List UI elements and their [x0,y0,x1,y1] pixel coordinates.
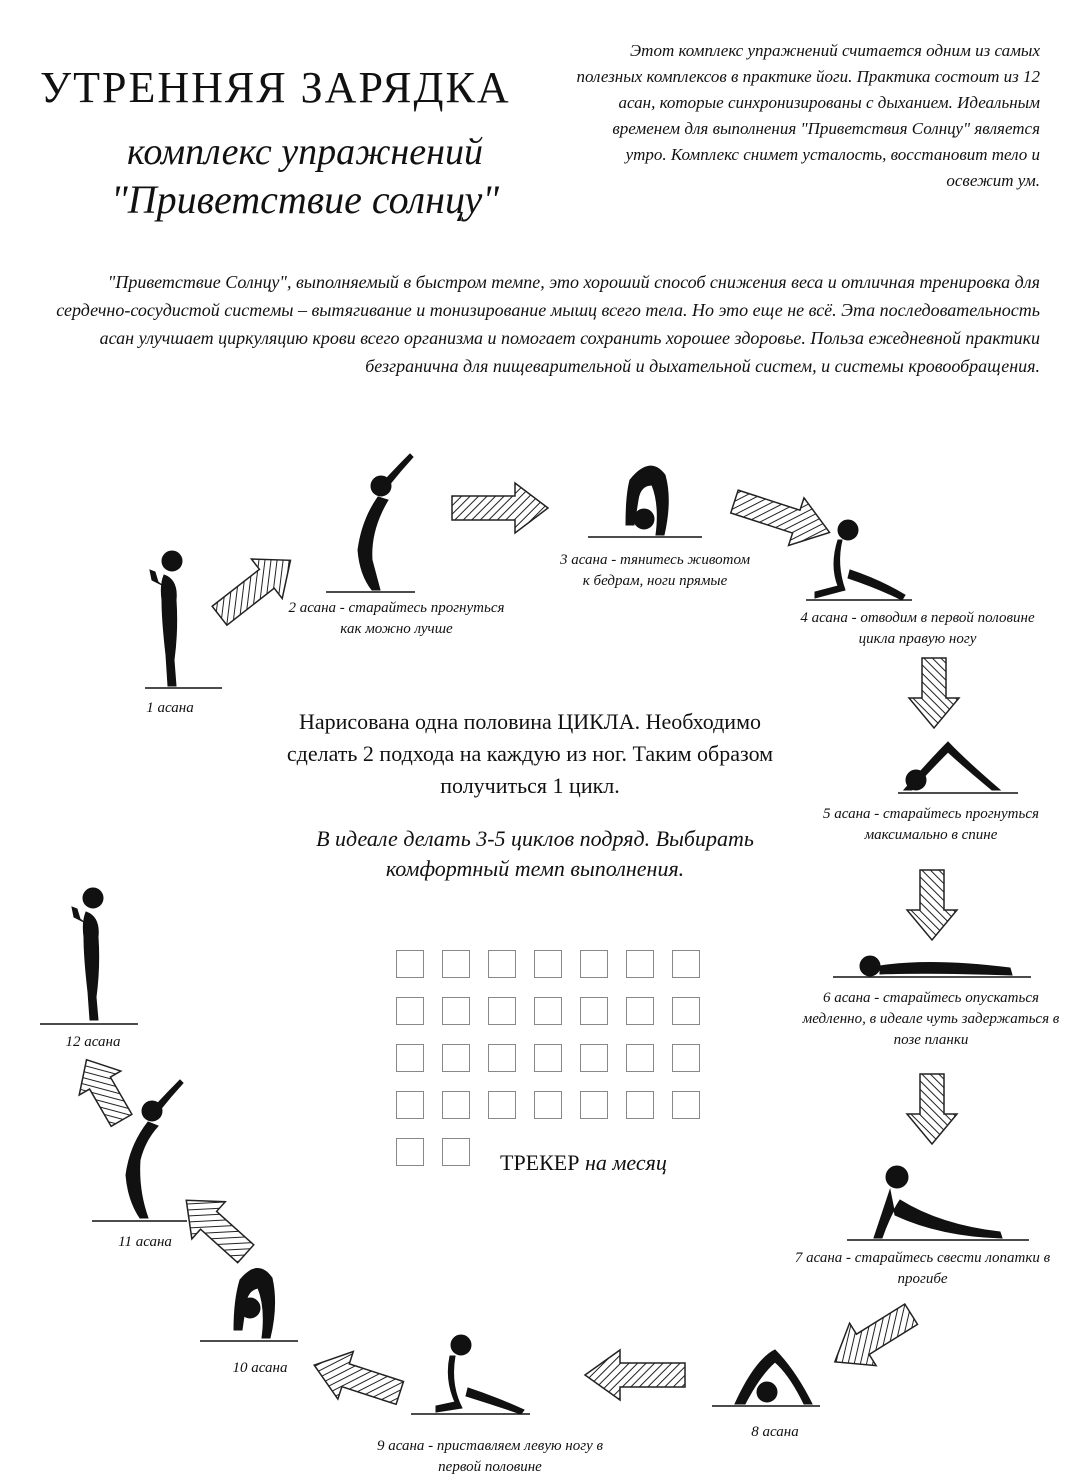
tracker-day-checkbox[interactable] [442,1044,470,1072]
tracker-day-checkbox[interactable] [534,950,562,978]
tracker-label [500,1150,667,1176]
arrow-11-to-12 [66,1048,143,1133]
page-title: УТРЕННЯЯ ЗАРЯДКА [40,63,511,112]
arrow-5-to-6 [907,870,957,940]
pose-7-figure [847,1166,1029,1240]
tracker-day-checkbox[interactable] [580,997,608,1025]
pose-4-caption: 4 асана - отводим в первой половине цикла правую ногу [800,610,1035,647]
tracker-day-checkbox[interactable] [442,950,470,978]
arrow-3-to-4 [727,478,838,556]
tracker-day-checkbox[interactable] [396,997,424,1025]
pose-10-figure [200,1268,298,1341]
pose-1-figure [145,551,222,688]
tracker-day-checkbox[interactable] [488,997,516,1025]
pose-3-figure [588,466,702,537]
pose-9-caption: 9 асана - приставляем левую ногу в первой половине [376,1438,604,1475]
tracker-label-caps: ТРЕКЕР [500,1150,580,1175]
pose-6-caption: 6 асана - старайтесь опускаться медленно, в идеале чуть задержаться в позе планки [802,990,1060,1048]
page-subtitle: комплекс упражнений [127,131,483,173]
tracker-day-checkbox[interactable] [534,1091,562,1119]
tracker-day-checkbox[interactable] [626,997,654,1025]
pose-8-caption: 8 асана [751,1424,799,1440]
tracker-day-checkbox[interactable] [488,950,516,978]
pose-8-figure [712,1350,820,1406]
tracker-day-checkbox[interactable] [626,950,654,978]
tracker-day-checkbox[interactable] [396,1044,424,1072]
pose-2-figure [326,454,415,592]
arrow-10-to-11 [170,1182,263,1273]
tracker-day-checkbox[interactable] [580,1091,608,1119]
pose-12-figure [40,888,138,1024]
arrow-6-to-7 [907,1074,957,1144]
tracker-label-rest: на месяц [584,1150,667,1175]
tracker-day-checkbox[interactable] [534,1044,562,1072]
pose-10-caption: 10 асана [232,1360,288,1376]
pose-3-caption: 3 асана - тянитесь животом к бедрам, ноги прямые [560,552,751,589]
arrow-8-to-9 [585,1350,685,1400]
tracker-day-checkbox[interactable] [672,997,700,1025]
tracker-day-checkbox[interactable] [534,997,562,1025]
tracker-day-checkbox[interactable] [672,1044,700,1072]
tracker-day-checkbox[interactable] [396,1091,424,1119]
tracker-day-checkbox[interactable] [442,1091,470,1119]
tracker-day-checkbox[interactable] [672,950,700,978]
arrow-7-to-8 [822,1293,925,1383]
tracker-day-checkbox[interactable] [672,1091,700,1119]
pose-12-caption: 12 асана [65,1034,121,1050]
arrow-2-to-3 [452,483,548,533]
arrow-4-to-5 [909,658,959,728]
pose-11-caption: 11 асана [118,1234,172,1250]
tracker-day-checkbox[interactable] [580,950,608,978]
benefits-paragraph: "Приветствие Солнцу", выполняемый в быстром темпе, это хороший способ снижения веса и отличная тренировка для сердечно-сосудистой системы – вытягивание и тонизирование мышц всего тела. Но это еще не всё. Эта последовательность асан улучшает циркуляцию крови всего организма и помогает сохранить хорошее здоровье. Польза ежедневной практики безгранична для пищеварительной и дыхательной систем, и системы кровообращения. [56,272,1040,376]
tracker-day-checkbox[interactable] [580,1044,608,1072]
tracker-day-checkbox[interactable] [442,1138,470,1166]
page-subtitle-name: "Приветствие солнцу" [111,177,499,222]
arrow-9-to-10 [306,1341,407,1416]
pose-9-figure [411,1335,530,1414]
pose-2-caption: 2 асана - старайтесь прогнуться как можно лучше [288,600,505,637]
pose-6-figure [833,956,1031,977]
tracker-day-checkbox[interactable] [442,997,470,1025]
intro-text: Этот комплекс упражнений считается одним из самых полезных комплексов в практике йоги. Практика состоит из 12 асан, которые синхронизированы с дыханием. Идеальным временем для выполнения "Приветствия Солнцу" является утро. Комплекс снимет усталость, восстановит тело и освежит ум. [576,41,1040,190]
tracker-day-checkbox[interactable] [488,1044,516,1072]
cycles-recommendation: В идеале делать 3-5 циклов подряд. Выбирать комфортный темп выполнения. [316,826,754,881]
tracker-day-checkbox[interactable] [396,1138,424,1166]
pose-7-caption: 7 асана - старайтесь свести лопатки в прогибе [794,1250,1051,1287]
tracker-day-checkbox[interactable] [396,950,424,978]
pose-5-caption: 5 асана - старайтесь прогнуться максимально в спине [823,806,1039,843]
pose-5-figure [898,742,1018,793]
pose-1-caption: 1 асана [146,700,194,716]
tracker-day-checkbox[interactable] [626,1044,654,1072]
tracker-day-checkbox[interactable] [626,1091,654,1119]
tracker-day-checkbox[interactable] [488,1091,516,1119]
cycle-note: Нарисована одна половина ЦИКЛА. Необходимо сделать 2 подхода на каждую из ног. Таким образом получиться 1 цикл. [286,709,774,798]
